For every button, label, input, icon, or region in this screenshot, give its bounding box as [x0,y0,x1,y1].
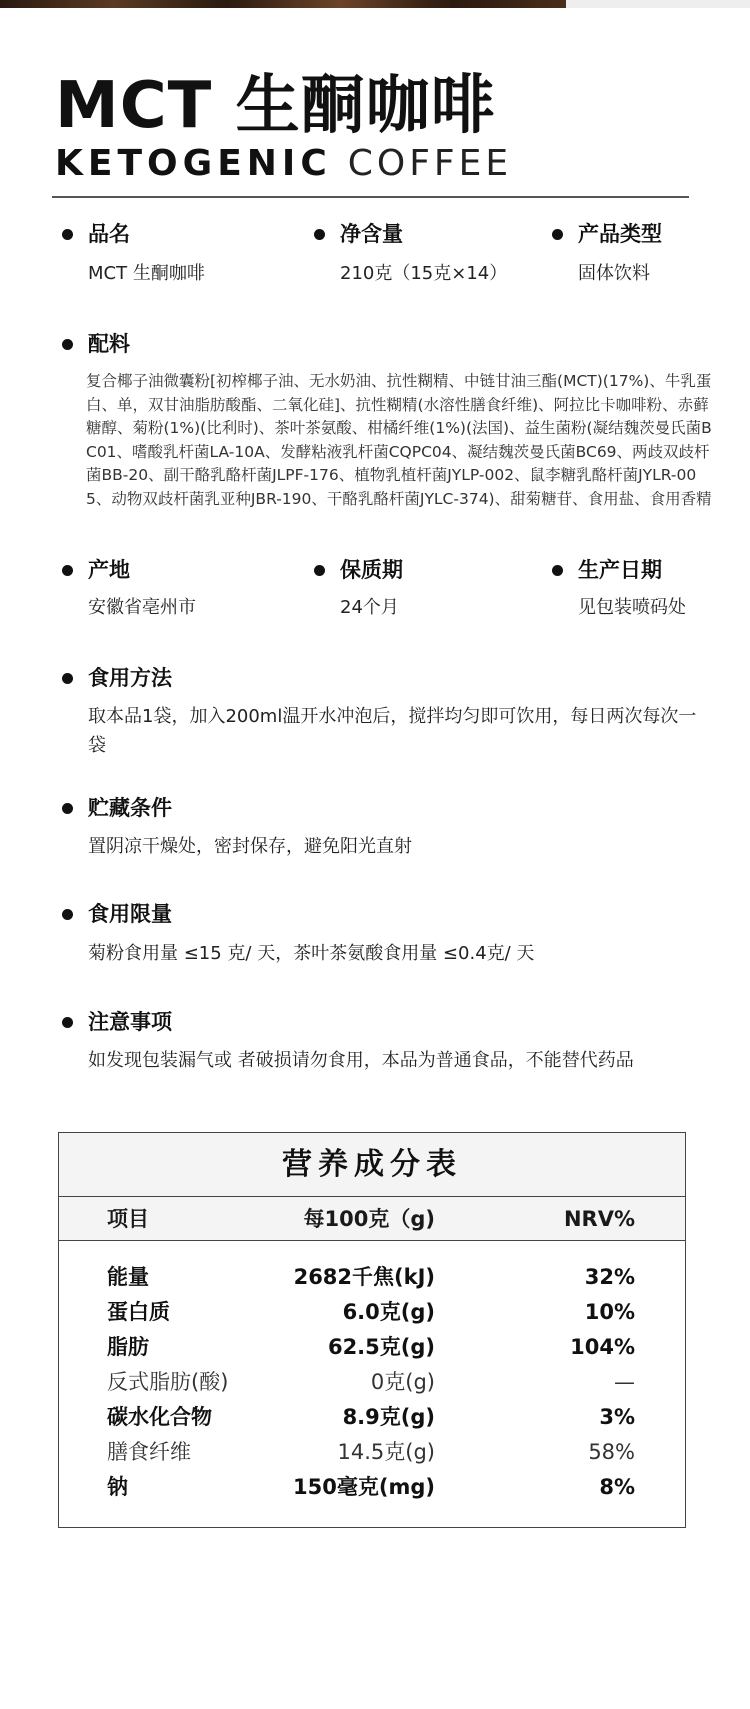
product-title: MCT 生酮咖啡 [55,69,496,143]
table-row [59,1330,685,1365]
row-nrv: 32% [584,1265,635,1289]
row-per100g: 14.5克(g) [337,1440,435,1464]
label-ingredients: 配料 [88,332,130,356]
value-origin: 安徽省亳州市 [88,597,196,618]
col-per100g: 每100克（g) [303,1207,435,1231]
nutrition-table-title: 营养成分表 [59,1133,685,1197]
row-item: 反式脂肪(酸) [107,1370,229,1394]
row-item: 能量 [107,1265,149,1289]
label-product-type: 产品类型 [578,222,662,246]
col-nrv: NRV% [563,1207,635,1231]
row-item: 钠 [107,1475,128,1499]
nutrition-table-header [59,1197,685,1241]
label-net-content: 净含量 [340,222,403,246]
table-row [59,1295,685,1330]
value-net-content: 210克（15克×14） [340,263,508,284]
storage-text: 置阴凉干燥处，密封保存，避免阳光直射 [88,836,412,857]
subtitle-ketogenic: KETOGENIC [55,143,332,184]
label-shelf-life: 保质期 [340,558,403,582]
row-nrv: 8% [599,1475,635,1499]
table-row [59,1400,685,1435]
label-notice: 注意事项 [88,1010,172,1034]
row-nrv: 104% [570,1335,635,1359]
row-per100g: 8.9克(g) [342,1405,435,1429]
label-usage: 食用方法 [88,666,172,690]
row-nrv: — [614,1370,635,1394]
row-per100g: 0克(g) [370,1370,435,1394]
value-product-type: 固体饮料 [578,263,650,284]
row-nrv: 58% [588,1440,635,1464]
label-product-name: 品名 [88,222,130,246]
row-per100g: 6.0克(g) [342,1300,435,1324]
label-production-date: 生产日期 [578,558,662,582]
label-storage: 贮藏条件 [88,796,172,820]
table-row [59,1470,685,1505]
row-item: 蛋白质 [107,1300,170,1324]
table-row [59,1435,685,1470]
col-item: 项目 [107,1207,149,1231]
product-subtitle [55,144,512,184]
row-nrv: 3% [599,1405,635,1429]
row-item: 碳水化合物 [107,1405,212,1429]
title-divider [52,196,689,198]
value-production-date: 见包装喷码处 [578,597,686,618]
intake-limit-text: 菊粉食用量 ≤15 克/ 天，茶叶茶氨酸食用量 ≤0.4克/ 天 [88,943,535,964]
row-nrv: 10% [584,1300,635,1324]
row-item: 膳食纤维 [107,1440,191,1464]
row-per100g: 62.5克(g) [327,1335,435,1359]
label-origin: 产地 [88,558,130,582]
notice-text: 如发现包装漏气或 者破损请勿食用，本品为普通食品，不能替代药品 [88,1050,634,1071]
value-product-name: MCT 生酮咖啡 [88,263,205,284]
row-per100g: 2682千焦(kJ) [293,1265,435,1289]
row-per100g: 150毫克(mg) [293,1475,435,1499]
row-item: 脂肪 [107,1335,149,1359]
value-shelf-life: 24个月 [340,597,399,618]
banner-gap [566,0,750,8]
coffee-bean-banner [0,0,566,8]
subtitle-coffee: COFFEE [347,143,513,184]
table-row [59,1365,685,1400]
label-intake-limit: 食用限量 [88,902,172,926]
nutrition-table [58,1132,686,1528]
ingredients-text: 复合椰子油微囊粉[初榨椰子油、无水奶油、抗性糊精、中链甘油三酯(MCT)(17%)、牛乳蛋白、单，双甘油脂肪酸酯、二氧化硅]、抗性糊精(水溶性膳食纤维)、阿拉比卡咖啡粉、赤藓糖醇、菊粉(1%)(比利时)、茶叶茶氨酸、柑橘纤维(1%)(法国)、益生菌粉(凝结魏茨曼氏菌BC01、嗜酸乳杆菌LA-10A、发酵粘液乳杆菌CQPC04、凝结魏茨曼氏菌BC69、两歧双歧杆菌BB-20、副干酪乳酪杆菌JLPF-176、植物乳植杆菌JYLP-002、鼠李糖乳酪杆菌JYLR-005、动物双歧杆菌乳亚种JBR-190、干酪乳酪杆菌JYLC-374)、甜菊糖苷、食用盐、食用香精 [86,372,712,508]
usage-text: 取本品1袋，加入200ml温开水冲泡后，搅拌均匀即可饮用，每日两次每次一袋 [88,706,697,756]
table-row [59,1260,685,1295]
